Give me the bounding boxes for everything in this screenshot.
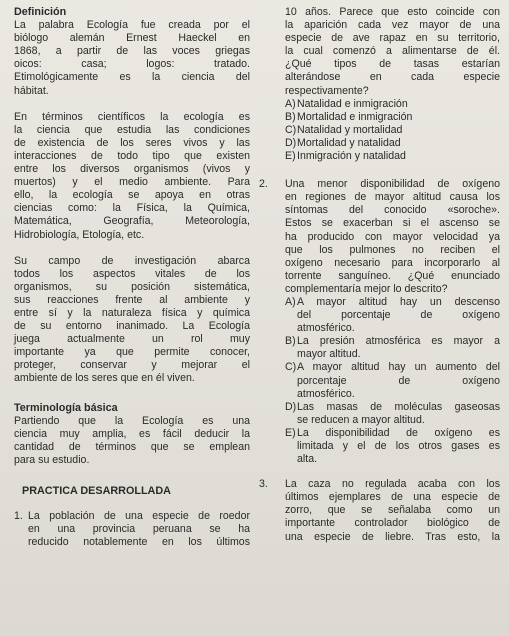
text-line: Matemática, Geografía, Meteorología, [14,215,250,228]
text-line: de su entorno inanimado. La Ecología [14,320,250,333]
text-line: entre los diversos organismos (vivos y [14,163,250,176]
option-b [257,111,500,124]
question-2 [257,178,500,296]
campo-paragraph [14,255,250,386]
text-line: para su estudio. [14,453,90,466]
option-b [257,335,500,361]
text-line: de existencia de los seres vivos y las [14,136,250,149]
text-line: organismos, su posición sistemática, [14,280,250,293]
question-1 [14,510,250,549]
text-line: oxígeno necesario para incorporarlo al [285,256,500,269]
question-1-continued [257,6,500,98]
text-line: entre sí y la naturaleza física y química [14,306,250,319]
option-a [257,296,500,335]
question-number: 2. [259,178,268,191]
question-1-options [257,98,500,163]
text-line: La disponibilidad de oxígeno es [297,426,500,439]
definicion-paragraph [14,19,250,98]
option-c [257,124,500,137]
text-line: 10 años. Parece que esto coincide con [285,6,500,18]
question-number: 1. [14,510,23,523]
text-line: Partiendo que la Ecología es una [14,414,250,427]
option-text: Inmigración y natalidad [297,150,406,163]
text-line: ambiente de los seres que en él viven. [14,372,195,385]
text-line: sus reacciones frente al ambiente y [14,293,250,306]
text-line: la aparición cada vez mayor de una [285,19,500,32]
text-line: Hidrobiología, Etología, etc. [14,228,145,241]
text-line: La presión atmosférica es mayor a [297,335,500,348]
option-text: Natalidad e inmigración [297,97,408,110]
text-line: zorro, que se señalaba como un [285,504,500,517]
text-line: ciencias como: la Física, la Química, [14,202,250,215]
text-line: todos los aspectos vitales de los [14,267,250,280]
option-letter: A) [285,295,296,308]
text-line: alta. [297,453,318,466]
text-line: que los pulmones no reciben el [285,243,500,256]
text-line: síntomas del conocido «soroche». [285,204,500,217]
right-column [257,6,500,544]
option-letter: E) [285,150,296,163]
option-c [257,361,500,400]
question-2-options [257,296,500,466]
option-d [257,137,500,150]
text-line: Una menor disponibilidad de oxígeno [285,178,500,191]
text-line: últimos ejemplares de una especie de [285,491,500,504]
text-line: biólogo alemán Ernest Haeckel en [14,32,250,45]
option-letter: D) [285,136,297,149]
text-line: A mayor altitud hay un aumento del [297,361,500,374]
text-line: alterándose en cada especie [285,71,500,84]
question-number: 3. [259,478,268,491]
text-line: importante controlador biológico de [285,517,500,530]
text-line: A mayor altitud hay un descenso [297,295,500,308]
text-line: reducido notablemente en los últimos [28,536,250,549]
option-a [257,98,500,111]
option-letter: D) [285,400,297,413]
text-line: muertos) y el medio ambiente. Para [14,176,250,189]
text-line: atmosférico. [297,322,355,335]
text-line: La palabra Ecología fue creada por el [14,19,250,32]
option-text: Mortalidad e inmigración [297,110,413,123]
text-line: se reducen a mayor altitud. [297,413,425,426]
option-letter: B) [285,110,296,123]
text-line: la ciencia que estudia las condiciones [14,123,250,136]
text-line: La población de una especie de roedor [28,510,250,523]
left-column [14,6,250,549]
text-line: ello, la ecología se apoya en otras [14,189,250,202]
text-line: la cual comenzó a alimentarse de él. [285,45,500,58]
text-line: atmosférico. [297,387,355,400]
option-letter: E) [285,426,296,439]
question-3 [257,478,500,543]
definicion-heading: Definición [14,6,67,18]
text-line: cantidad de términos que se emplean [14,440,250,453]
text-line: ciencia muy amplia, es fácil deducir la [14,427,250,440]
option-e [257,150,500,163]
option-letter: A) [285,97,296,110]
text-line: importante ya que permite conocer, [14,346,250,359]
text-line: oicos: casa; logos: tratado. [14,58,250,71]
option-letter: B) [285,335,296,348]
option-letter: C) [285,361,297,374]
text-line: En términos científicos la ecología es [14,110,250,123]
text-line: ¿Qué tipos de tasas estarían [285,58,500,71]
text-line: en regiones de mayor altitud causa los [285,191,500,204]
text-line: complementaría mejor lo descrito? [285,282,448,295]
text-line: hábitat. [14,84,49,97]
text-line: interacciones de todo tipo que existen [14,149,250,162]
ecologia-paragraph [14,111,250,242]
text-line: una especie de liebre. Tras esto, la [285,530,500,543]
text-line: 1868, a partir de las voces griegas [14,45,250,58]
text-line: juega actualmente un rol muy [14,333,250,346]
practica-heading: PRACTICA DESARROLLADA [22,485,171,497]
option-text: Natalidad y mortalidad [297,123,403,136]
text-line: proteger, conservar y mejorar el [14,359,250,372]
terminologia-heading: Terminología básica [14,401,118,414]
text-line: Las masas de moléculas gaseosas [297,400,500,413]
text-line: torrente sanguíneo. ¿Qué enunciado [285,269,500,282]
text-line: ha producido con mayor velocidad ya [285,230,500,243]
text-line: Estos se exacerban si el ascenso se [285,217,500,230]
option-text: Mortalidad y natalidad [297,136,401,149]
text-line: limitada y el de los otros gases es [297,440,500,452]
text-line: especie de ave rapaz en su territorio, [285,32,500,45]
text-line: Etimológicamente es la ciencia del [14,71,250,84]
option-letter: C) [285,123,297,136]
text-line: en una provincia peruana se ha [28,523,250,536]
option-d [257,401,500,427]
text-line: porcentaje de oxígeno [297,374,500,387]
text-line: mayor altitud. [297,348,361,361]
option-e [257,427,500,466]
terminologia-paragraph [14,415,250,467]
text-line: La caza no regulada acaba con los [285,478,500,491]
text-line: Su campo de investigación abarca [14,254,250,267]
text-line: respectivamente? [285,84,369,97]
text-line: del porcentaje de oxígeno [297,309,500,322]
